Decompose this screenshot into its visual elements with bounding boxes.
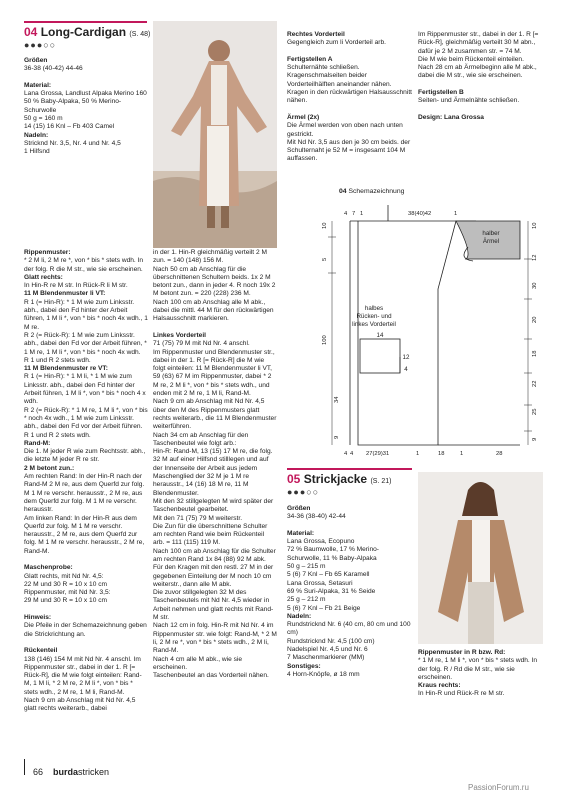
svg-text:22: 22: [532, 380, 538, 387]
svg-text:25: 25: [532, 408, 538, 415]
difficulty-rating: ●●●○○: [24, 40, 57, 50]
schema-caption-text: Schemazeichnung: [348, 188, 405, 195]
page-ref: (S. 21): [370, 478, 392, 485]
page-number: 66: [33, 767, 44, 777]
model-04-materials: Größen 36-38 (40-42) 44-46 Material: Lana Grossa, Landlust Alpaka Merino 160 50 % Baby-Alpaka, 50 % Merino-Schurwolle 50 g = 160 m 14 (15) 16 Knl – Fb 403 Camel Nadeln: Stricknd Nr. 3,5, Nr. 4 und Nr. 4,5 1 Hilfsnd: [24, 57, 147, 156]
model-05-patterns: Rippenmuster in R bzw. Rd: * 1 M re, 1 M li *, von * bis * stets wdh. In der folg. R / Rd die M str., wie sie erscheinen. Kraus rechts: In Hin-R und Rück-R re M str.: [418, 649, 538, 698]
brand-rest: stricken: [78, 767, 110, 777]
model-number: 04: [24, 25, 38, 39]
model-title: Long-Cardigan: [40, 25, 127, 39]
model-04-instructions-3: Rechtes Vorderteil Gegengleich zum li Vorderteil arb. Fertigstellen A Schulternähte schließen. Kragenschmalseiten beider Vorderteilhälften aneinander nähen. Kragen in den rückwärtigen Halsausschnitt nähen. Ärmel (2x) Die Ärmel werden von oben nach unten gestrickt. Mit Nd Nr. 3,5 aus den je 30 cm beids. der Schulternaht je 52 M = insgesamt 104 M auffassen.: [287, 31, 412, 163]
watermark: PassionForum.ru: [468, 783, 529, 792]
header-rule: [24, 21, 147, 23]
svg-text:5: 5: [322, 257, 328, 261]
svg-text:18: 18: [438, 451, 445, 457]
svg-text:27(29)31: 27(29)31: [366, 451, 390, 457]
schema-caption: [339, 188, 404, 195]
svg-text:30: 30: [532, 282, 538, 289]
svg-text:18: 18: [532, 350, 538, 357]
svg-text:1: 1: [360, 211, 364, 217]
svg-text:1: 1: [416, 451, 420, 457]
svg-text:4: 4: [350, 451, 354, 457]
page-ref: (S. 48): [129, 31, 151, 38]
model-04-instructions-1: Rippenmuster: * 2 M li, 2 M re *, von * bis * stets wdh. In der folg. R die M str., wie sie erscheinen. Glatt rechts: In Hin-R re M str. In Rück-R li M str. 11 M Blendenmuster li VT: R 1 (= Hin-R): * 1 M wie zum Linksstr. abh., dabei den Fd hinter der Arbeit führen, 1 M li *, von * bis * noch 4x wdh., 1 M re. R 2 (= Rück-R): 1 M wie zum Linksstr. abh., dabei den Fd vor der Arbeit führen, * 1 M re, 1 M li *, von * bis * noch 4x wdh. R 1 und R 2 stets wdh. 11 M Blendenmuster re VT: R 1 (= Hin-R): * 1 M li, * 1 M wie zum Linksstr. abh., dabei den Fd hinter der Arbeit führen, 1 M li *, von * bis * noch 4 x wdh. R 2 (= Rück-R): * 1 M re, 1 M li *, von * bis * noch 4x wdh., 1 M wie zum Linksstr. abh., dabei den Fd vor der Arbeit führen. R 1 und R 2 stets wdh. Rand-M: Die 1. M jeder R wie zum Rechtsstr. abh., die letzte M jeder R re str. 2 M betont zun.: Am rechten Rand: In der Hin-R nach der Rand-M 2 M re, aus dem Querfd zur folg. M 1 M re verschr. herausstr., 2 M re, aus dem Querfd zur folg. M 1 M re verschr. herausstr. Am linken Rand: In der Hin-R aus dem Querfd zur folg. M 1 M re verschr. herausstr., 2 M re, aus dem Querfd zur folg. M 1 M re verschr. herausstr., 2 M re, Rand-M. Maschenprobe: Glatt rechts, mit Nd Nr. 4,5: 22 M und 30 R = 10 x 10 cm Rippenmuster, mit Nd Nr. 3,5: 29 M und 30 R = 10 x 10 cm Hinweis: Die Pfeile in der Schemazeichnung geben die Strickrichtung an. Rückenteil 138 (146) 154 M mit Nd Nr. 4 anschl. Im Rippenmuster str., dabei in der 1. R [= Rück-R], die M wie folgt einteilen: Rand-M, 1 M li, * 2 M re, 2 M li *, von * bis * stets wdh., 2 M re, 1 M li, Rand-M. Nach 9 cm ab Anschlag mit Nd Nr. 4,5 glatt rechts weiterarb., dabei: [24, 249, 148, 713]
model-05-materials: Größen 34-36 (38-40) 42-44 Material: Lana Grossa, Ecopuno 72 % Baumwolle, 17 % Merino-Schurwolle, 11 % Baby-Alpaka 50 g – 215 m 5 (6) 7 Knl – Fb 65 Karamell Lana Grossa, Setasuri 69 % Suri-Alpaka, 31 % Seide 25 g – 212 m 5 (6) 7 Knl – Fb 21 Beige Nadeln: Rundstricknd Nr. 6 (40 cm, 80 cm und 100 cm) Rundstricknd Nr. 4,5 (100 cm) Nadelspiel Nr. 4,5 und Nr. 6 7 Maschenmarkierer (MM) Sonstiges: 4 Horn-Knöpfe, ø 18 mm: [287, 505, 411, 678]
model-number: 05: [287, 472, 301, 486]
model-04-instructions-4: Im Rippenmuster str., dabei in der 1. R [= Rück-R], gleichmäßig verteilt 30 M abn., dafür je 2 M zusammen str. = 74 M. Die M wie beim Rückenteil einteilen. Nach 28 cm ab Ärmelbeginn alle M abk., dabei die M str., wie sie erscheinen. Fertigstellen B Seiten- und Ärmelnähte schließen. Design: Lana Grossa: [418, 31, 539, 121]
svg-text:28: 28: [496, 451, 503, 457]
cardigan-photo: [153, 21, 277, 248]
schema-sleeve-label: halber: [482, 230, 500, 237]
svg-text:Ärmel: Ärmel: [482, 238, 500, 245]
svg-text:12: 12: [402, 354, 410, 361]
svg-text:9: 9: [334, 435, 340, 439]
svg-text:34: 34: [334, 396, 340, 403]
jacket-photo: [418, 472, 543, 644]
model-title: Strickjacke: [303, 472, 368, 486]
brand: [53, 767, 109, 777]
svg-text:10: 10: [532, 222, 538, 229]
svg-text:4: 4: [344, 211, 348, 217]
model-04-title: [24, 25, 150, 39]
svg-text:20: 20: [532, 316, 538, 323]
header-rule-05: [287, 468, 412, 470]
schema-body-label: halbes: [364, 305, 384, 312]
difficulty-rating: ●●●○○: [287, 487, 320, 497]
schema-caption-number: 04: [339, 188, 347, 195]
svg-text:4: 4: [344, 451, 348, 457]
svg-text:9: 9: [532, 437, 538, 441]
svg-text:38(40)42: 38(40)42: [408, 211, 432, 217]
svg-text:1: 1: [454, 211, 458, 217]
brand-bold: burda: [53, 767, 79, 777]
schematic-drawing: [288, 199, 544, 467]
model-04-instructions-2: in der 1. Hin-R gleichmäßig verteilt 2 M zun. = 140 (148) 156 M. Nach 50 cm ab Anschlag für die überschnittenen Schultern beids. 1x 2 M betont zun., dann in jeder 4. R noch 19x 2 M betont zun. = 220 (228) 236 M. Nach 100 cm ab Anschlag alle M abk., dabei die mittl. 44 M für den rückwärtigen Halsausschnitt markieren. Linkes Vorderteil 71 (75) 79 M mit Nd Nr. 4 anschl. Im Rippenmuster und Blendenmuster str., dabei in der 1. R [= Rück-R] die M wie folgt einteilen: 11 M Blendenmuster li VT, 59 (63) 67 M im Rippenmuster, dabei * 2 M re, 2 M li *, von * bis * stets wdh., und enden mit 2 M re, 1 M li, Rand-M. Nach 9 cm ab Anschlag mit Nd Nr. 4,5 über den M des Rippenmusters glatt rechts weiterarb., die 11 M Blendenmuster weiterführen. Nach 34 cm ab Anschlag für den Taschenbeutel wie folgt arb.: Hin-R: Rand-M, 13 (15) 17 M re, die folg. 32 M auf einer Hilfsnd stilllegen und auf der Innenseite der Arbeit aus jedem Maschenglied der 32 M je 1 M re herausstr., 14 (16) 18 M re, 11 M Blendenmuster. Mit den 32 stillgelegten M wird später der Taschenbeutel gearbeitet. Mit den 71 (75) 79 M weiterstr. Die Zun für die überschnittene Schulter am rechten Rand wie beim Rückenteil arb. = 111 (115) 119 M. Nach 100 cm ab Anschlag für die Schulter am rechten Rand 1x 84 (88) 92 M abk. Für den Kragen mit den restl. 27 M in der gegebenen Einteilung der M noch 10 cm weiterstr., dann alle M abk. Die zuvor stillgelegten 32 M des Taschenbeutels mit Nd Nr. 4,5 wieder in Arbeit nehmen und glatt rechts mit Rand-M str. Nach 12 cm in folg. Hin-R mit Nd Nr. 4 im Rippenmuster str. wie folgt: Rand-M, * 2 M li, 2 M re *, von * bis * stets wdh., 2 M li, Rand-M. Nach 4 cm alle M abk., wie sie erscheinen. Taschenbeutel an das Vorderteil nähen.: [153, 249, 277, 680]
footer-rule: [24, 759, 25, 775]
svg-text:1: 1: [460, 451, 464, 457]
svg-text:7: 7: [352, 211, 356, 217]
svg-text:12: 12: [532, 254, 538, 261]
model-05-title: [287, 472, 391, 486]
svg-text:linkes Vorderteil: linkes Vorderteil: [352, 321, 396, 328]
svg-text:Rücken- und: Rücken- und: [356, 313, 392, 320]
svg-text:10: 10: [322, 222, 328, 229]
schema-pocket-label: 14: [376, 332, 384, 339]
svg-text:4: 4: [404, 366, 408, 373]
svg-text:100: 100: [322, 335, 328, 345]
